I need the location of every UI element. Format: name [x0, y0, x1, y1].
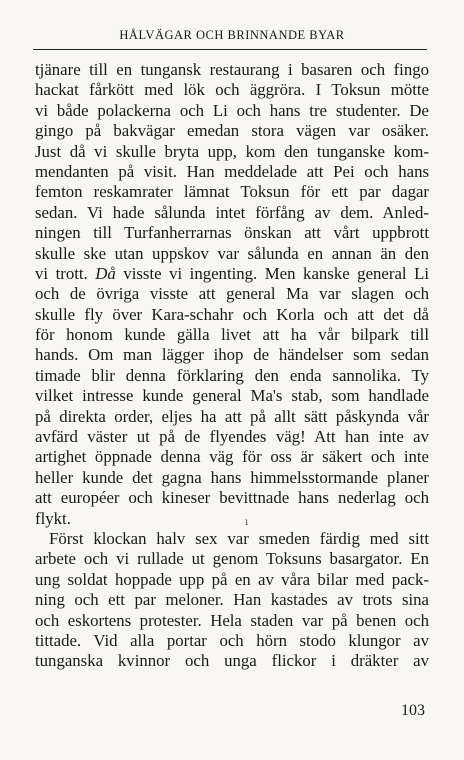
text-line: sedan. Vi hade sålunda intet förfång av dem. Anled-: [35, 202, 429, 222]
text-line: vi trott. Då visste vi ingenting. Men kanske general Li: [35, 263, 429, 283]
emphasis: Då: [95, 263, 116, 283]
text-line: hands. Om man lägger ihop de händelser som sedan: [35, 345, 429, 365]
text-line: heller kunde det gagna hans himmelsstormande planer: [35, 467, 429, 487]
text-line: Just då vi skulle bryta upp, kom den tunganske kom-: [35, 141, 429, 161]
text-line: timade blir denna förklaring den enda sannolika. Ty: [35, 365, 429, 385]
text-line: och de övriga visste att general Ma var slagen och: [35, 284, 429, 304]
text-line: att européer och kineser bevittnade hans nederlag och: [35, 488, 429, 508]
text-line: Först klockan halv sex var smeden färdig med sitt: [49, 528, 429, 548]
text-line: ung soldat hoppade upp på en av våra bilar med pack-: [35, 569, 429, 589]
text-line: tjänare till en tungansk restaurang i basaren och fingo: [35, 60, 429, 79]
text-line: hackat fårkött med lök och äggröra. I Toksun mötte: [35, 80, 429, 100]
text-line: och eskortens protester. Hela staden var på benen och: [35, 610, 429, 630]
body-text: [35, 60, 429, 672]
page-number: 103: [401, 702, 425, 719]
text-line: gingo på bakvägar emedan stora vägen var osäker.: [35, 121, 429, 141]
text-line: tunganska kvinnor och unga flickor i dräkter av: [35, 651, 429, 671]
text-line: skulle ske utan uppskov var sålunda en annan än den: [35, 243, 429, 263]
text-line: artighet öppnade denna väg för oss är säkert och inte: [35, 447, 429, 467]
text-line: ning och ett par meloner. Han kastades av trots sina: [35, 590, 429, 610]
text-line: för honom kunde gälla livet att ha vår bilpark till: [35, 325, 429, 345]
text-line: på direkta order, eljes ha att på allt sätt påskynda vår: [35, 406, 429, 426]
text-line: vi både polackerna och Li och hans tre studenter. De: [35, 100, 429, 120]
text-line: arbete och vi rullade ut genom Toksuns basargator. En: [35, 549, 429, 569]
text-line: skulle fly över Kara-schahr och Korla och att det då: [35, 304, 429, 324]
text-line: mendanten på visit. Han meddelade att Pei och hans: [35, 161, 429, 181]
header-rule: [33, 49, 427, 50]
text-line: ningen till Turfanherrarnas önskan att vårt uppbrott: [35, 223, 429, 243]
text-line: vilket intresse kunde general Ma's stab, som handlade: [35, 386, 429, 406]
text-line: avfärd väster ut på de flyendes väg! Att han inte av: [35, 427, 429, 447]
stray-mark: ı: [245, 517, 249, 528]
text-line: flykt.: [35, 508, 71, 528]
text-line: tittade. Vid alla portar och hörn stodo klungor av: [35, 630, 429, 650]
text-line: femton reskamrater lämnat Toksun för ett par dagar: [35, 182, 429, 202]
running-head: HÅLVÄGAR OCH BRINNANDE BYAR: [119, 28, 345, 42]
